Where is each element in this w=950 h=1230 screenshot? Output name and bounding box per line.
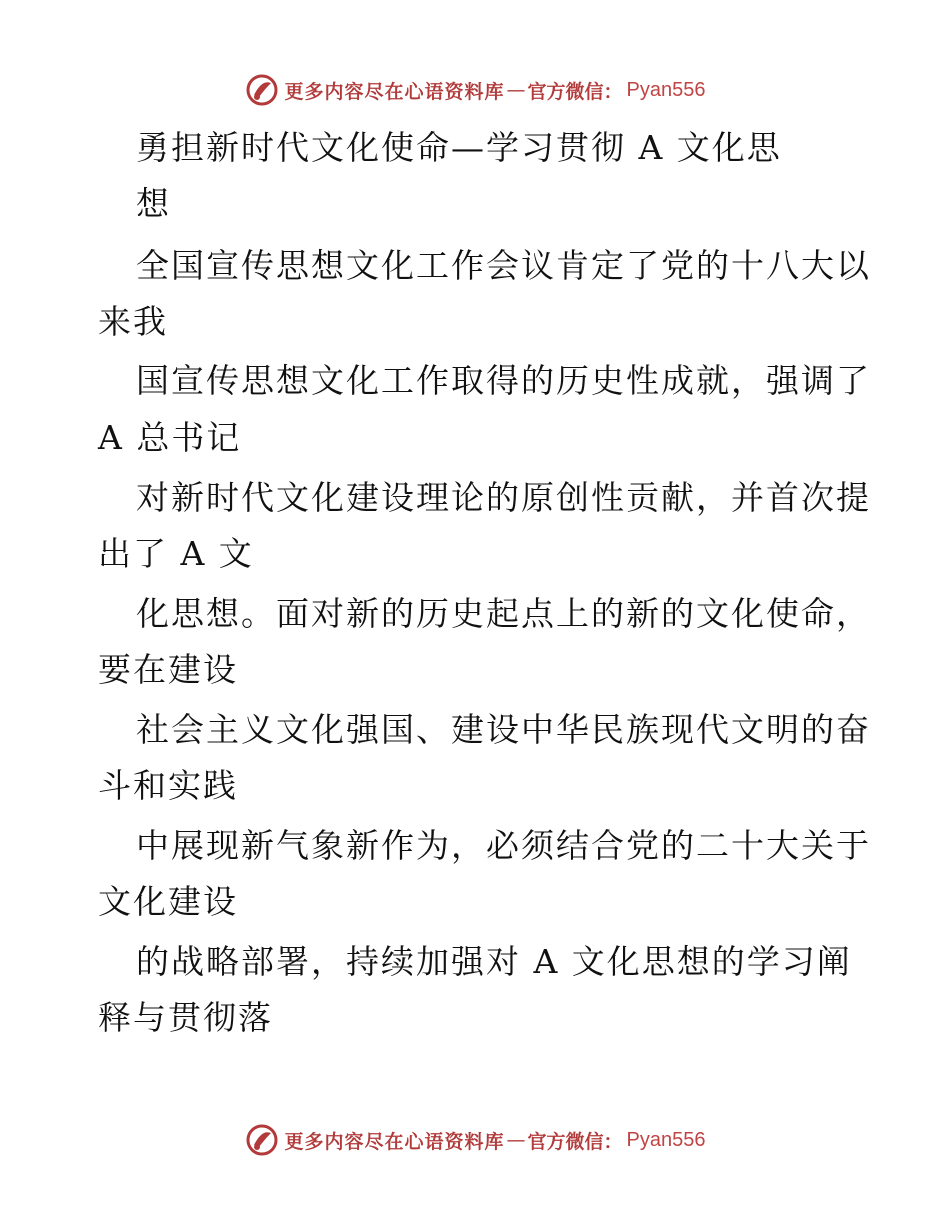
logo-icon bbox=[245, 1123, 279, 1157]
banner-wechat-label: 官方微信： bbox=[527, 80, 623, 103]
text-line: 国宣传思想文化工作取得的历史性成就，强调了 bbox=[136, 361, 871, 400]
title-line-2: 想 bbox=[136, 184, 171, 223]
title-line-1: 勇担新时代文化使命—学习贯彻 A 文化思 bbox=[136, 128, 782, 167]
banner-wechat-label: 官方微信： bbox=[527, 1130, 623, 1153]
text-line: 的战略部署，持续加强对 A 文化思想的学习阐 bbox=[136, 942, 852, 981]
banner-dash: — bbox=[506, 1129, 526, 1151]
text-line: 化思想。面对新的历史起点上的新的文化使命， bbox=[136, 594, 871, 633]
logo-icon bbox=[245, 73, 279, 107]
banner-dash: — bbox=[506, 79, 526, 101]
text-line: A 总书记 bbox=[98, 418, 242, 457]
banner-site-text: 更多内容尽在心语资料库 bbox=[284, 80, 505, 103]
text-line: 释与贯彻落 bbox=[98, 998, 273, 1037]
banner-wechat-id: Pyan556 bbox=[626, 78, 706, 101]
banner-wechat-id: Pyan556 bbox=[626, 1128, 706, 1151]
footer-watermark bbox=[0, 1120, 950, 1160]
text-line: 要在建设 bbox=[98, 650, 238, 689]
text-line: 社会主义文化强国、建设中华民族现代文明的奋 bbox=[136, 710, 871, 749]
text-line: 全国宣传思想文化工作会议肯定了党的十八大以 bbox=[136, 246, 871, 285]
text-line: 中展现新气象新作为，必须结合党的二十大关于 bbox=[136, 826, 871, 865]
text-line: 文化建设 bbox=[98, 882, 238, 921]
banner-site-text: 更多内容尽在心语资料库 bbox=[284, 1130, 505, 1153]
header-watermark bbox=[0, 70, 950, 110]
text-line: 来我 bbox=[98, 302, 168, 341]
text-line: 对新时代文化建设理论的原创性贡献，并首次提 bbox=[136, 478, 871, 517]
text-line: 斗和实践 bbox=[98, 766, 238, 805]
text-line: 出了 A 文 bbox=[98, 534, 254, 573]
